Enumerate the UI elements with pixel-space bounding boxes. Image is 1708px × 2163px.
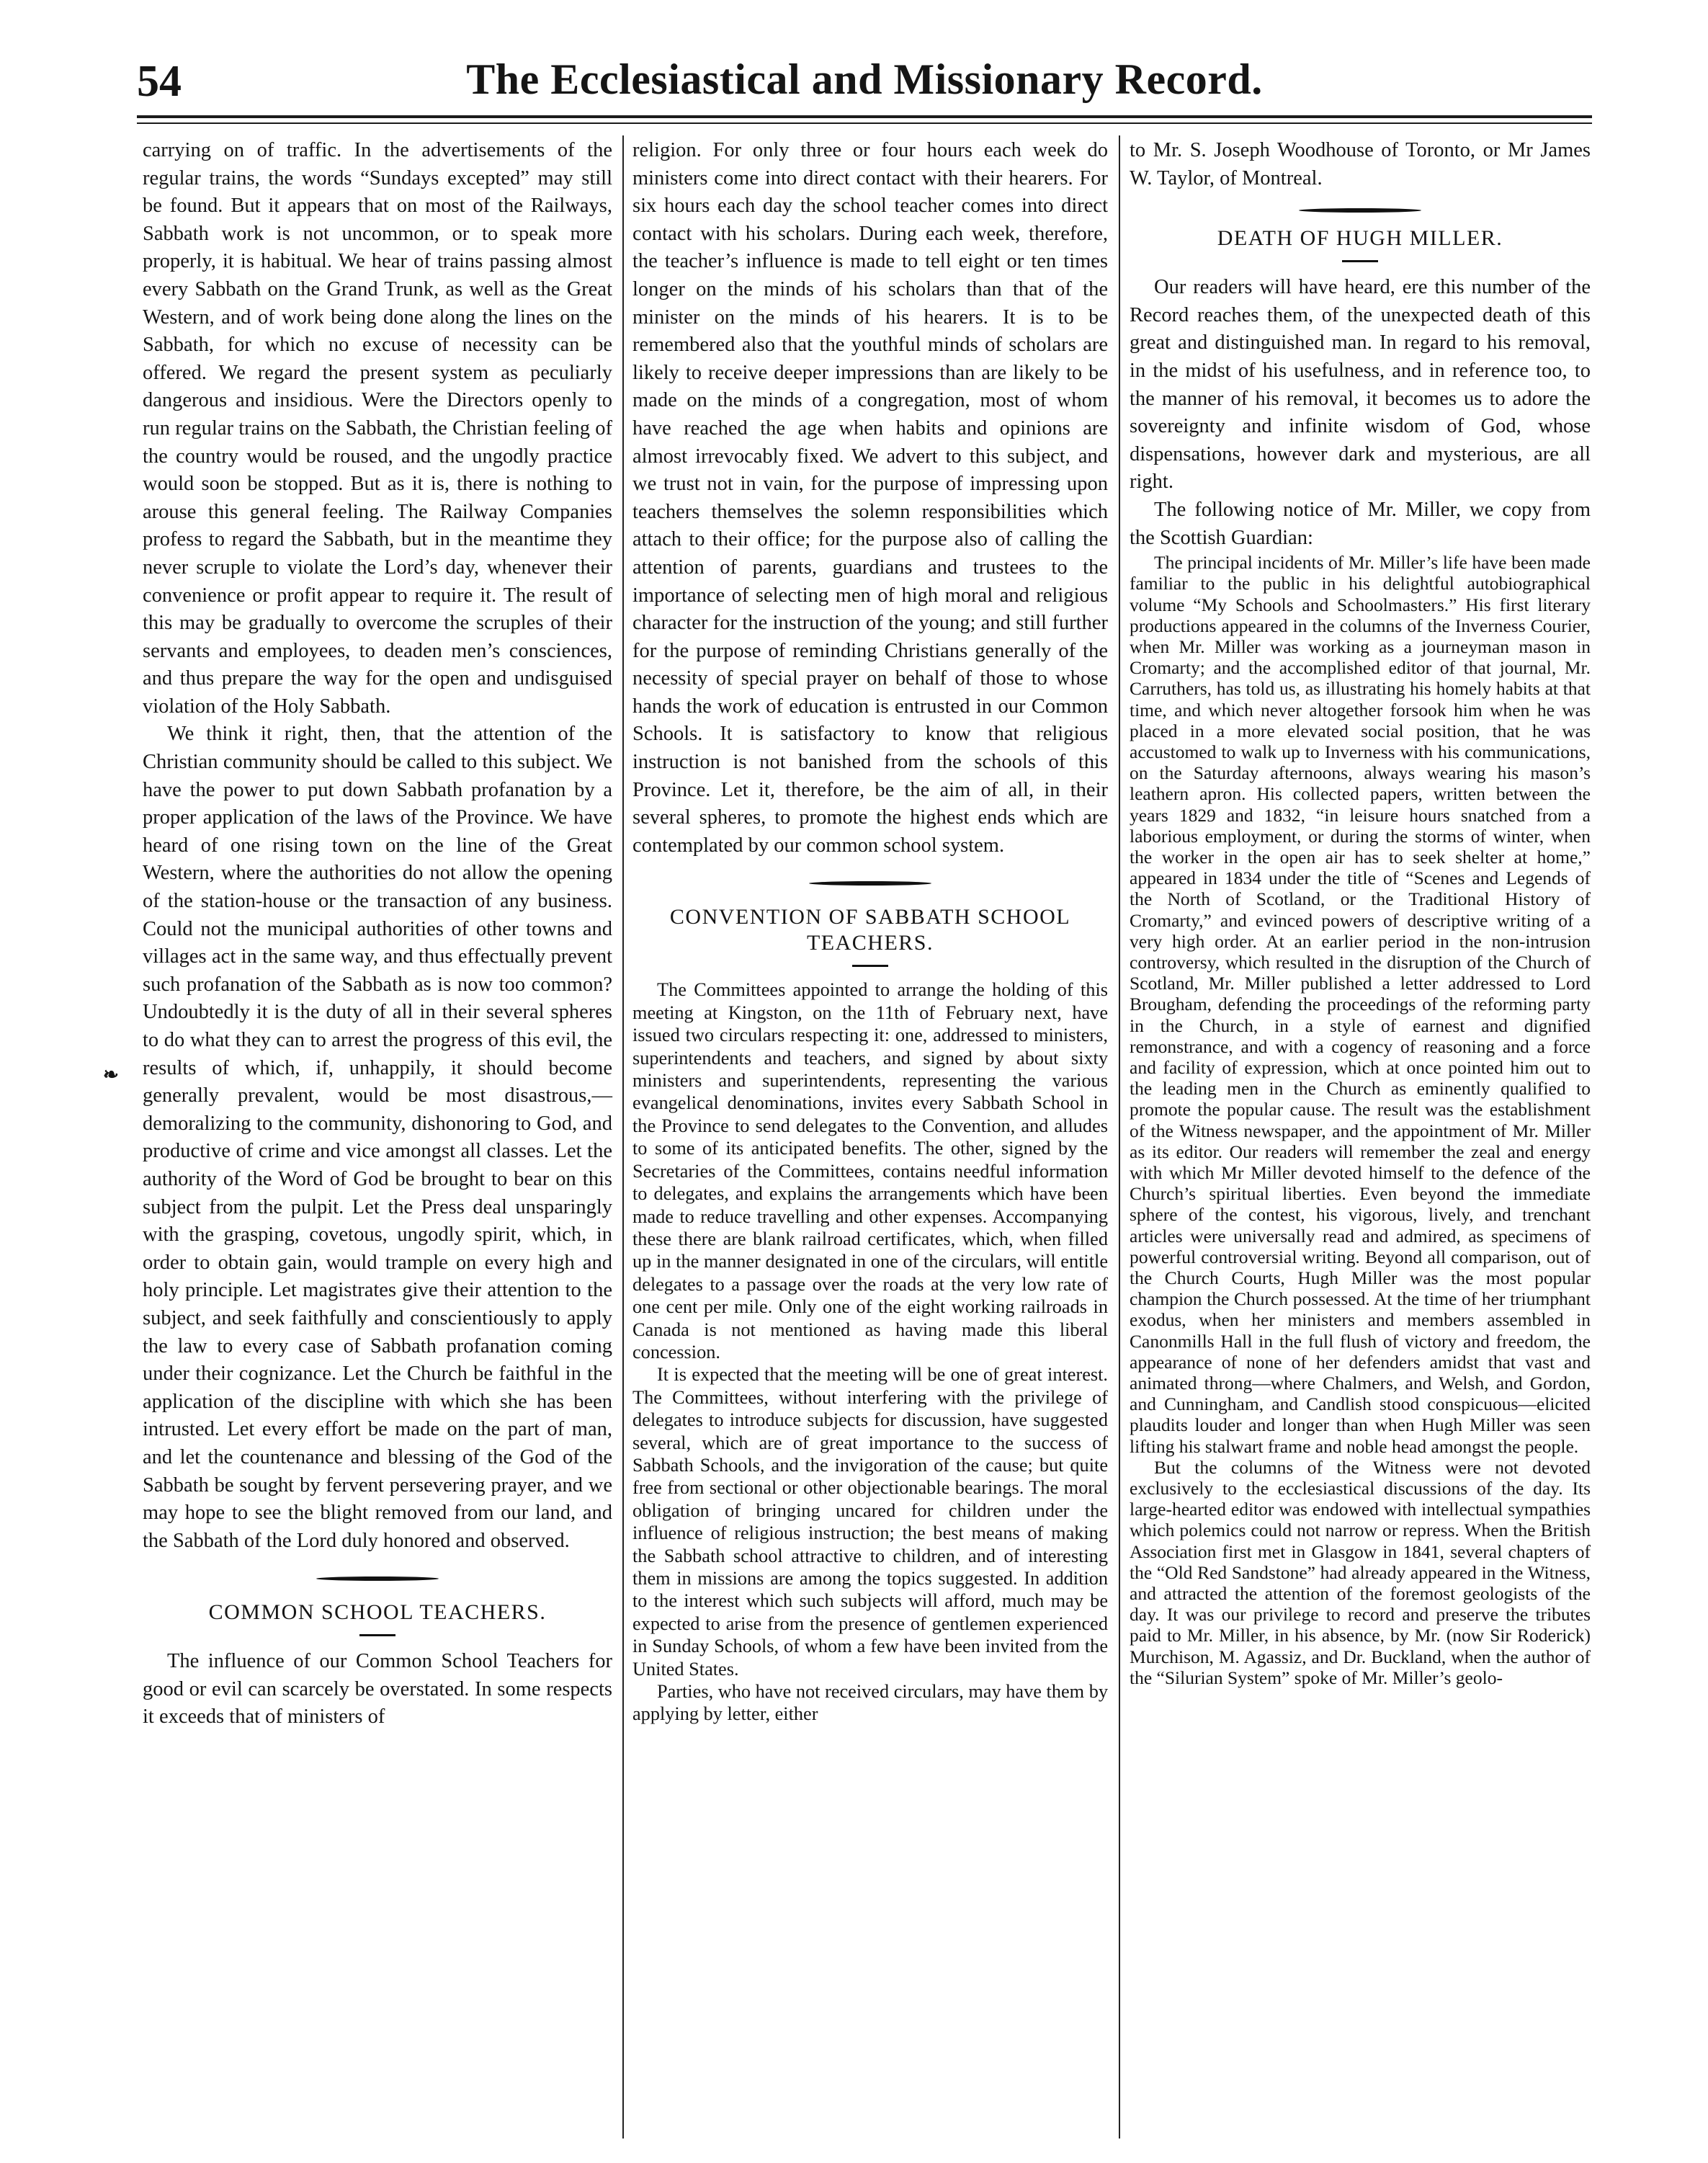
- heading-common-school-teachers: COMMON SCHOOL TEACHERS.: [208, 1600, 547, 1625]
- convention-paragraph-1: The Committees appointed to arrange the holding of this meeting at Kingston, on the 11th of February next, have issued two circulars respecting it: one, addressed to ministers, superintendents and teachers, and signed by about sixty ministers and superintendents, representing the various evangelical denominations, invites every Sabbath School in the Province to send delegates to the Convention, and alludes to some of its anticipated benefits. The other, signed by the Secretaries of the Committees, contains needful information to delegates, and explains the arrangements which have been made to reduce travelling and other expenses. Accompanying these there are blank railroad certificates, which, when filled up in the manner designated in one of the circulars, will entitle delegates to a passage over the roads at the very low rate of one cent per mile. Only one of the eight working railroads in Canada is not mentioned as having made this liberal concession.: [632, 979, 1108, 1363]
- miller-paragraph-1: Our readers will have heard, ere this number of the Record reaches them, of the unexpected death of this great and distinguished man. In regard to his removal, in the midst of his usefulness, and in reference too, to the manner of his removal, it becomes us to adore the sovereignty and infinite wisdom of God, whose dispensations, however dark and mysterious, are all right.: [1130, 276, 1591, 494]
- heading-rule: [359, 1634, 395, 1636]
- section-divider: [809, 881, 931, 886]
- masthead-rule-top: [137, 115, 1592, 118]
- masthead-rule-bottom: [137, 122, 1592, 124]
- column-3: [1130, 137, 1591, 1688]
- miller-paragraph-2: The following notice of Mr. Miller, we copy from the Scottish Guardian:: [1130, 498, 1591, 549]
- miller-quoted-paragraph-2: But the columns of the Witness were not devoted exclusively to the ecclesiastical discussions of the day. Its large-hearted editor was endowed with intellectual sympathies which polemics could not narrow or repress. When the British Association first met in Glasgow in 1841, several chapters of the “Old Red Sandstone” had already appeared in the Witness, and attracted the attention of the foremost geologists of the day. It was our privilege to record and preserve the tributes paid to Mr. Miller, in his absence, by Mr. (now Sir Roderick) Murchison, M. Agassiz, and Dr. Buckland, when the author of the “Silurian System” spoke of Mr. Miller’s geolo-: [1130, 1456, 1591, 1688]
- heading-rule: [1342, 260, 1378, 262]
- heading-death-of-hugh-miller: DEATH OF HUGH MILLER.: [1217, 226, 1503, 251]
- column-2: [632, 137, 1108, 1726]
- convention-paragraph-2: It is expected that the meeting will be one of great interest. The Committees, without interfering with the privilege of delegates to introduce subjects for discussion, have suggested several, which are of great importance to the success of Sabbath Schools, and the invigoration of the cause; but quite free from sectional or other objectionable bearings. The moral obligation of bringing uncared for children under the influence of religious instruction; the best means of making the Sabbath school attractive to children, and of interesting them in missions are among the topics suggested. In addition to the interest which such subjects will afford, much may be expected to arise from the presence of gentlemen experienced in Sunday Schools, of whom a few have been invited from the United States.: [632, 1364, 1108, 1680]
- masthead: [137, 42, 1592, 121]
- column-divider-1: [622, 135, 624, 2139]
- sabbath-article-paragraph-2: We think it right, then, that the attention of the Christian community should be called to this subject. We have the power to put down Sabbath profanation by a proper application of the laws of the Province. We have heard of one rising town on the line of the Great Western, where the authorities do not allow the opening of the station-house or the transaction of any business. Could not the municipal authorities of other towns and villages act in the same way, and thus effectually prevent such profanation of the Sabbath as is now too common? Undoubtedly it is the duty of all in their several spheres to do what they can to arrest the progress of this evil, the results of which, if, unhappily, it should become generally prevalent, would be most disastrous,—demoralizing to the community, dishonoring to God, and productive of crime and vice amongst all classes. Let the authority of the Word of God be brought to bear on this subject from the pulpit. Let the Press deal unsparingly with the grasping, covetous, ungodly spirit, which, in order to obtain gain, would trample on every high and holy principle. Let magistrates give their attention to the subject, and seek faithfully and conscientiously to apply the law to every case of Sabbath profanation coming under their cognizance. Let the Church be faithful in the application of the discipline with which she has been intrusted. Let every effort be made on the part of man, and let the countenance and blessing of the God of the Sabbath be sought by fervent persevering prayer, and we may hope to see the blight removed from our land, and the Sabbath of the Lord duly honored and observed.: [143, 723, 612, 1552]
- sabbath-article-paragraph-1: carrying on of traffic. In the advertisements of the regular trains, the words “Sundays excepted” may still be found. But it appears that on most of the Railways, Sabbath work is not uncommon, or to speak more properly, it is habitual. We hear of trains passing almost every Sabbath on the Grand Trunk, as well as the Great Western, and of work being done along the lines on the Sabbath, for which no excuse of necessity can be offered. We regard the present system as peculiarly dangerous and insidious. Were the Directors openly to run regular trains on the Sabbath, the Christian feeling of the country would be roused, and the ungodly practice would soon be stopped. But as it is, there is nothing to arouse this general feeling. The Railway Companies profess to regard the Sabbath, but in the meantime they never scruple to violate the Lord’s day, whenever their convenience or profit appear to require it. The result of this may be gradually to overcome the scruples of their servants and employees, to deaden men’s consciences, and thus prepare the way for the open and undisguised violation of the Holy Sabbath.: [143, 139, 612, 718]
- teachers-article-paragraph-2: religion. For only three or four hours each week do ministers come into direct contact with their hearers. For six hours each day the school teacher comes into direct contact with his scholars. During each week, therefore, the teacher’s influence is made to tell eight or ten times longer on the minds of his scholars than that of the minister on the minds of his hearers. It is to be remembered also that the youthful minds of scholars are likely to receive deeper impressions than are likely to be made on the minds of a congregation, most of whom have reached the age when habits and opinions are almost irrevocably fixed. We advert to this subject, and we trust not in vain, for the purpose of impressing upon teachers themselves the solemn responsibilities which attach to their office; for the purpose also of calling the attention of parents, guardians and trustees to the importance of selecting men of high moral and religious character for the instruction of the young; and still further for the purpose of reminding Christians generally of the necessity of special prayer on behalf of those to whose hands the work of education is entrusted in our Common Schools. It is satisfactory to know that religious instruction is not banished from the schools of this Province. Let it, therefore, be the aim of all, in their several spheres, to promote the highest ends which are contemplated by our common school system.: [632, 139, 1108, 857]
- convention-paragraph-3: Parties, who have not received circulars, may have them by applying by letter, either: [632, 1681, 1108, 1725]
- section-divider: [316, 1576, 439, 1581]
- margin-pointer-mark: ❧: [103, 1064, 119, 1085]
- publication-title: The Ecclesiastical and Missionary Record.: [466, 55, 1263, 103]
- miller-quoted-paragraph-1: The principal incidents of Mr. Miller’s life have been made familiar to the public in his delightful autobiographical volume “My Schools and Schoolmasters.” His first literary productions appeared in the columns of the Inverness Courier, when Mr. Miller was working as a journeyman mason in Cromarty; and the accomplished editor of that journal, Mr. Carruthers, has told us, as illustrating his homely habits at that time, and which never altogether forsook him when he was placed in a more elevated social position, that he was accustomed to walk up to Inverness with his communications, on the Saturday afternoons, always wearing his mason’s leathern apron. His collected papers, written between the years 1829 and 1832, “in leisure hours snatched from a laborious employment, or during the storms of winter, when the worker in the open air has to seek shelter at home,” appeared in 1834 under the title of “Scenes and Legends of the North of Scotland, or the Traditional History of Cromarty,” and evinced powers of descriptive writing of a very high order. At an earlier period in the non-intrusion controversy, which resulted in the disruption of the Church of Scotland, Mr. Miller published a letter addressed to Lord Brougham, defending the proceedings of the reforming party in the Church, in a style of earnest and dignified remonstrance, and with a cogency of reasoning and a force and facility of expression, which at once pointed him out to the leading men in the Church as eminently qualified to promote the popular cause. The result was the establishment of the Witness newspaper, and the appointment of Mr. Miller as its editor. Our readers will remember the zeal and energy with which Mr Miller devoted himself to the defence of the Church’s spiritual liberties. Even beyond the immediate sphere of the contest, his vigorous, lively, and trenchant articles were universally read and admired, as specimens of powerful controversial writing. Beyond all comparison, out of the Church Courts, Hugh Miller was the most popular champion the Church possessed. At the time of her triumphant exodus, when her ministers and members assembled in Canonmills Hall in the full flush of victory and freedom, the appearance of none of her defenders amidst that vast and animated throng—where Chalmers, and Welsh, and Gordon, and Cunningham, and Candlish stood conspicuous—elicited plaudits louder and longer than when Hugh Miller was seen lifting his stalwart frame and noble head amongst the people.: [1130, 552, 1591, 1457]
- heading-rule: [852, 965, 888, 967]
- page-number: 54: [137, 57, 182, 106]
- column-divider-2: [1119, 135, 1120, 2139]
- convention-paragraph-continued: to Mr. S. Joseph Woodhouse of Toronto, or Mr James W. Taylor, of Montreal.: [1130, 139, 1591, 189]
- section-divider: [1299, 208, 1421, 213]
- teachers-article-paragraph-1: The influence of our Common School Teachers for good or evil can scarcely be overstated. In some respects it exceeds that of ministers of: [143, 1650, 612, 1729]
- column-1: [143, 137, 612, 1731]
- heading-sabbath-school-convention: CONVENTION OF SABBATH SCHOOL TEACHERS.: [669, 905, 1071, 955]
